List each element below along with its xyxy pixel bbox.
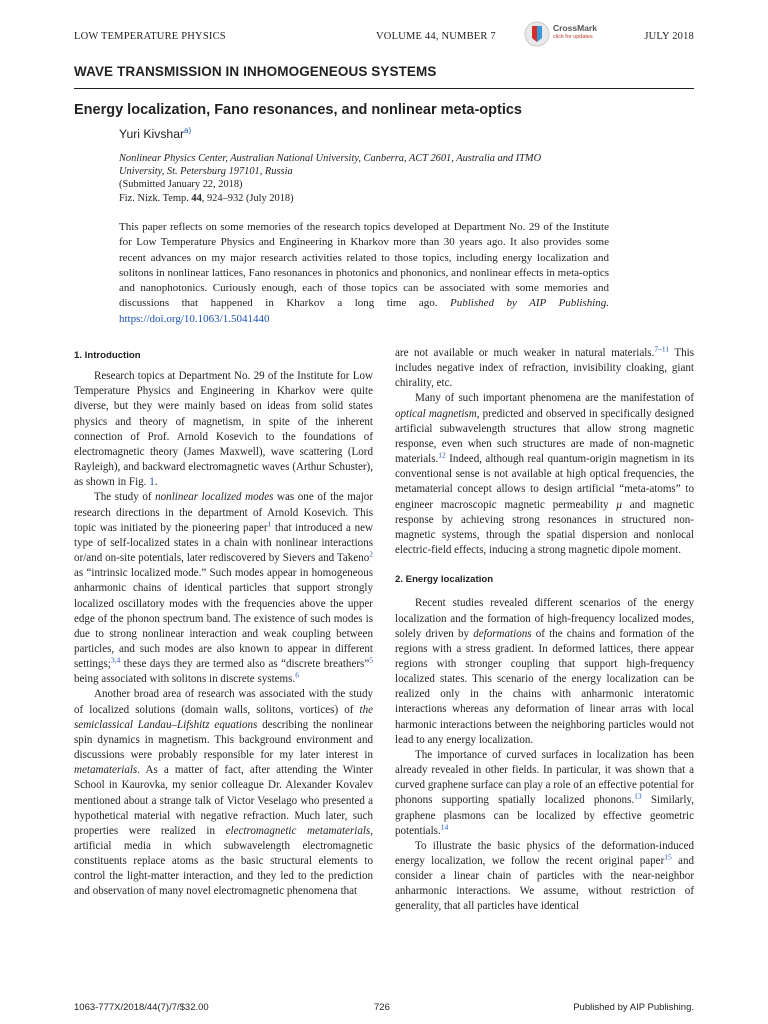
section-heading-energy-localization: 2. Energy localization	[395, 574, 494, 586]
paragraph: are not available or much weaker in natural materials.$^{7-11}$ This includes negative index of refraction, invisibility cloaking, giant chirality, etc.	[395, 344, 695, 390]
citation-volume: 44	[191, 192, 202, 204]
figure-link[interactable]: 1	[149, 476, 155, 489]
paragraph: The importance of curved surfaces in localization has been already revealed in other fields. In particular, it was shown that a curved graphene surface can play a role of an effective potential for phonons supporting spatially localized phonons.$^{13}$ Similarly, graphene plasmons can be localized by effective geometric potentials.$^{14}$	[395, 748, 694, 837]
ref-link[interactable]: 2	[369, 549, 373, 559]
author-name: Yuri Kivshar	[119, 127, 185, 142]
paragraph: Many of such important phenomena are the manifestation of optical magnetism, predicted and observed in specifically designed artificial subwavelength structures that allow strong magnetic response, even when such structures are made of non-magnetic materials.$^{12}$ Indeed, although real quantum-origin magnetism in its conventional sense is not available at high optical frequencies, the metamaterial concept allows to design artificial “meta-atoms” to engineer macroscopic magnetic permeability μ and magnetic response by achieving strong resonances in structured non-magnetic systems, through the spatial dispersion and nonlocal electric-field effects, inducing a strong magnetic dipole moment.	[395, 392, 694, 557]
crossmark-badge[interactable]	[524, 21, 604, 47]
paper-title: Energy localization, Fano resonances, and nonlinear meta-optics	[74, 102, 522, 118]
ref-link[interactable]: 5	[369, 655, 373, 665]
crossmark-sub: click for updates	[553, 34, 593, 40]
volume-number: VOLUME 44, NUMBER 7	[376, 31, 496, 42]
issue-date: JULY 2018	[644, 31, 694, 42]
section-title: WAVE TRANSMISSION IN INHOMOGENEOUS SYSTEMS	[74, 64, 437, 79]
footer-code: 1063-777X/2018/44(7)/7/$32.00	[74, 1002, 209, 1013]
abstract-text: This paper reflects on some memories of the research topics developed at Department No. 29 of the Institute for Low Temperature Physics and Engineering in Kharkov more than 30 years ago. It also provides some recent advances on my major research activities related to those topics, including energy localization and solitons in nonlinear lattices, Fano resonances in photonics and phononics, and nonlinear effects in meta-optics and nanophotonics. Curiously enough, each of those topics can be associated with some memories and discussions that happened in Kharkov a long time ago.	[119, 221, 609, 310]
ref-link[interactable]: 6	[295, 670, 299, 680]
paragraph: To illustrate the basic physics of the deformation-induced energy localization, we follow the recent original paper$^{15}$ and consider a linear chain of particles with the near-neighbor anharmonic interactions. We assume, without restriction of generality, that all particles have identical	[395, 839, 694, 913]
ref-link[interactable]: 7–11	[654, 344, 670, 354]
published-by: Published by AIP Publishing.	[449, 297, 609, 310]
affiliation-line-2: University, St. Petersburg 197101, Russia	[119, 166, 293, 178]
author-note-link[interactable]: a)	[184, 126, 192, 135]
citation-prefix: Fiz. Nizk. Temp.	[119, 192, 192, 204]
ref-link[interactable]: 3,4	[110, 655, 121, 665]
right-column	[395, 346, 694, 915]
paragraph: The study of nonlinear localized modes was one of the major research directions in the department of Arnold Kosevich. This topic was initiated by the pioneering paper$^1$ that introduced a new type of self-localized states in a chain with nonlinear interactions or/and on-site potentials, later rediscovered by Sievers and Takeno$^2$ as “intrinsic localized mode.” Such modes appear in homogeneous anharmonic chains of identical particles that support strongly localized oscillatory modes with the frequencies above the upper edge of the phonon spectrum band. The existence of such modes is due to strong nonlinear interaction and weak coupling between particles, and such modes are also known to appear in different settings;$^{3,4}$ these days they are termed also as “discrete breathers”$^5$ being associated with solitons in discrete systems.$^6$	[74, 491, 374, 686]
crossmark-label: CrossMark	[553, 23, 597, 33]
ref-link[interactable]: 14	[440, 822, 449, 832]
ref-link[interactable]: 13	[634, 791, 642, 801]
citation-suffix: , 924–932 (July 2018)	[201, 192, 294, 204]
footer-publisher: Published by AIP Publishing.	[573, 1002, 694, 1013]
doi-link[interactable]: https://doi.org/10.1063/1.5041440	[119, 312, 270, 325]
ref-link[interactable]: 1	[267, 519, 272, 529]
journal-name: LOW TEMPERATURE PHYSICS	[74, 31, 226, 42]
abstract	[119, 220, 609, 327]
left-column	[74, 346, 373, 900]
crossmark-icon	[524, 21, 550, 47]
paragraph: Another broad area of research was associated with the study of localized solutions (domain walls, solitons, vortices) of the semiclassical Landau–Lifshitz equations describing the nonlinear spin dynamics in magnetism. This background environment and discussions were probably responsible for my later interest in metamaterials. As a matter of fact, after attending the Winter School in Kaurovka, my senior colleague Dr. Alexander Kovalev mentioned about a strange talk of Victor Veselago who presented a hypothetical material with negative refraction. Much later, such properties were realized in electromagnetic metamaterials, artificial media in which subwavelength electromagnetic constituents replace atoms as the basic structural elements to control the light-matter interaction, and they led to the prediction and observation of many novel electromagnetic phenomena that	[74, 688, 374, 898]
paragraph: Research topics at Department No. 29 of the Institute for Low Temperature Physics and Engineering in Kharkov were quite diverse, but they were mainly based on ideas from solid states physics and theory of magnetism, in spite of the inherent connection of Prof. Arnold Kosevich to the foundations of electromagnetic theory (James Maxwell), wave scattering (Lord Rayleigh), and backward electromagnetic waves (Arthur Schuster), as shown in Fig. 1.	[74, 370, 373, 489]
submitted-date: (Submitted January 22, 2018)	[119, 179, 243, 191]
ref-link[interactable]: 15	[664, 852, 672, 862]
page-number: 726	[374, 1002, 390, 1013]
title-rule	[74, 88, 694, 89]
ref-link[interactable]: 12	[438, 450, 446, 460]
affiliation-line-1: Nonlinear Physics Center, Australian National University, Canberra, ACT 2601, Australia and ITMO	[119, 153, 542, 164]
affiliation-block	[119, 152, 619, 205]
citation	[119, 192, 619, 205]
paragraph: Recent studies revealed different scenarios of the energy localization and the formation of high-frequency localized modes, solely driven by deformations of the chains and formation of the regions with a stress gradient. In deformed lattices, there appear regions with stronger coupling that support high-frequency localized states. This scenario of the energy localization can be realized only in the chains with anharmonic interatomic interactions whereas any deformation of linear arras with local harmonic interactions between the neighboring particles would not lead to any energy localization.	[395, 597, 694, 746]
section-heading-introduction: 1. Introduction	[74, 350, 141, 361]
author	[119, 126, 191, 141]
